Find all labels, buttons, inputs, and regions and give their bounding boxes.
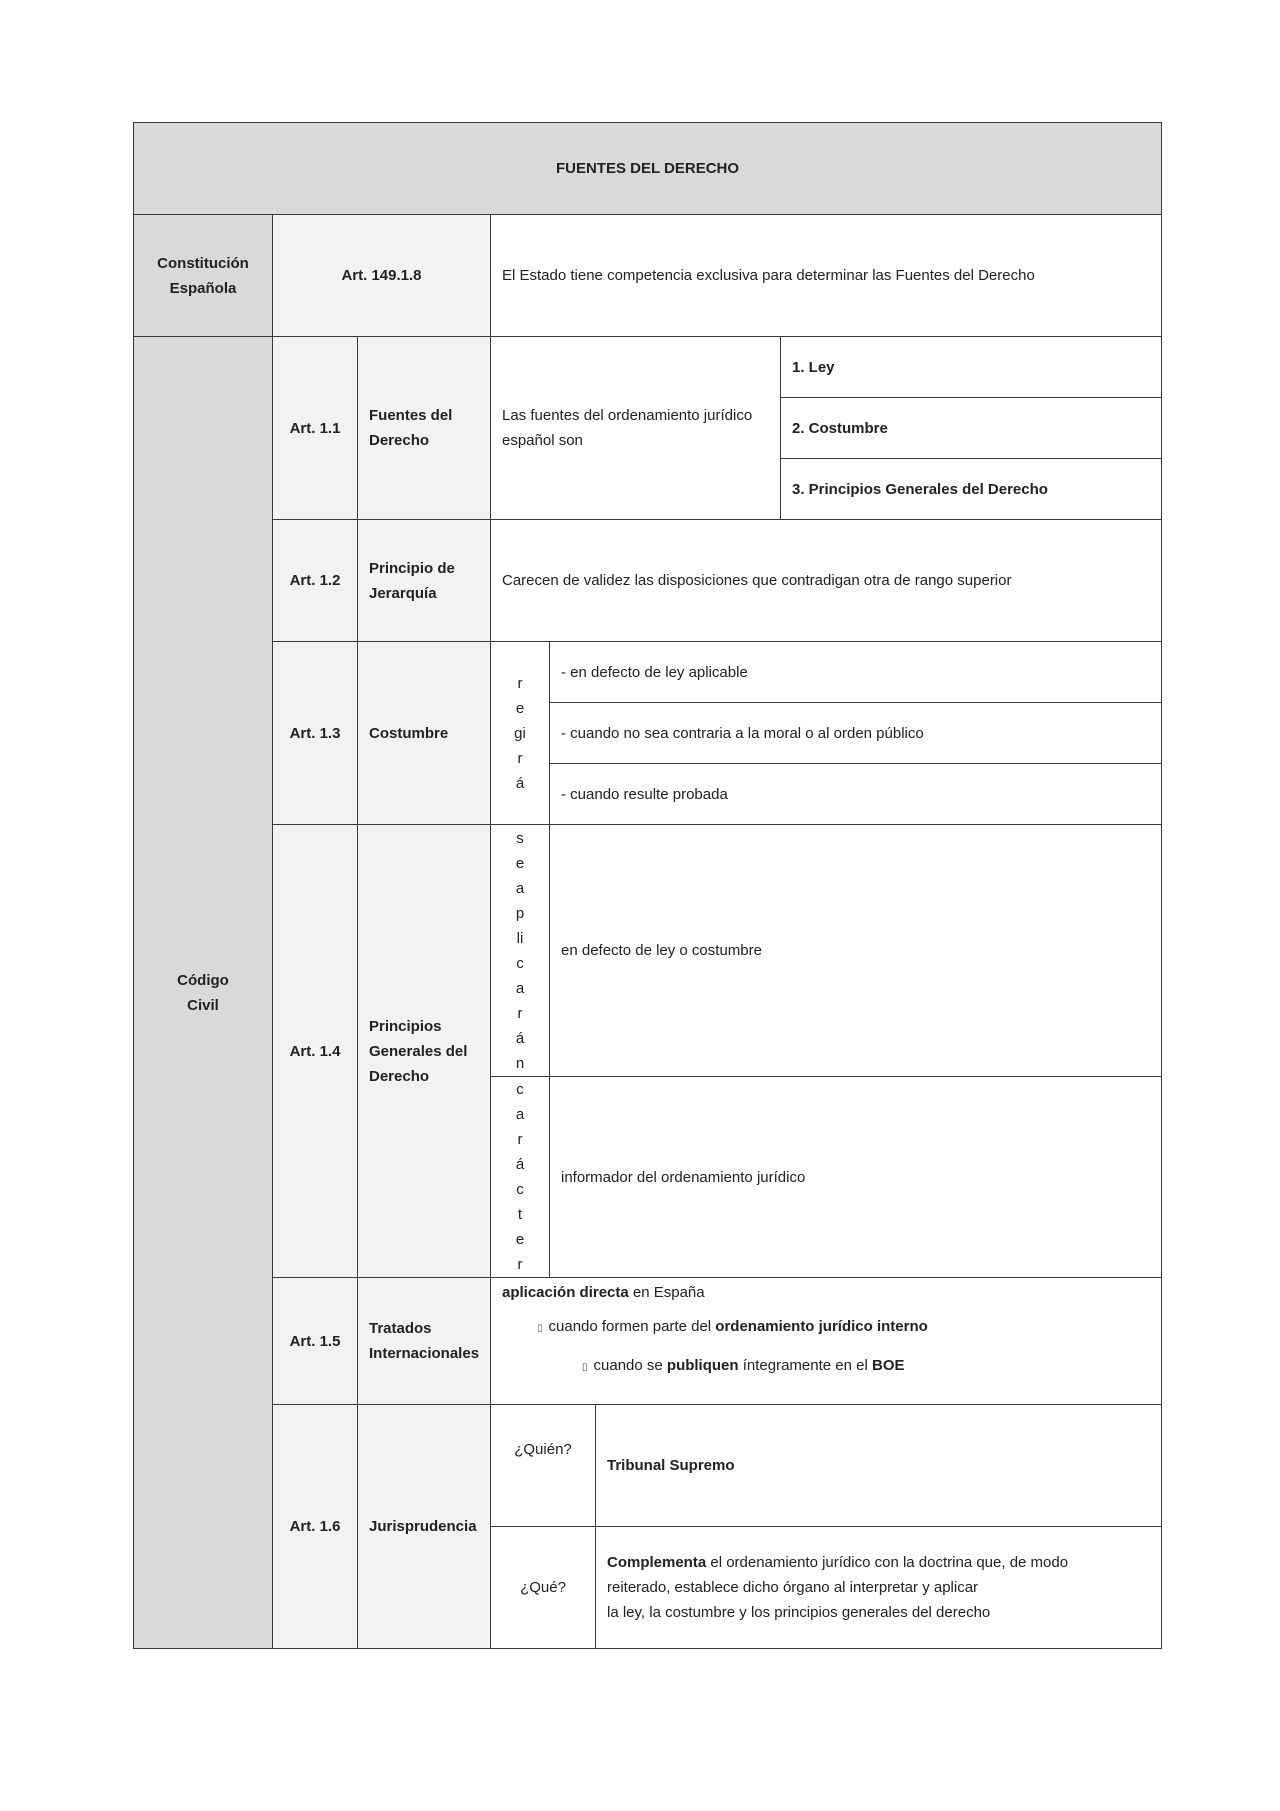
vertical-char: e — [515, 699, 525, 717]
constitucion-text: El Estado tiene competencia exclusiva para determinar las Fuentes del Derecho — [491, 215, 1162, 337]
answer-que-bold: Complementa — [607, 1554, 707, 1571]
fuente-ley: 1. Ley — [781, 337, 1162, 398]
art-1-1: Art. 1.1 — [273, 337, 358, 520]
fuente-costumbre: 2. Costumbre — [781, 398, 1162, 459]
vertical-char: a — [515, 1106, 525, 1123]
tratados-line-2 — [502, 1308, 1150, 1347]
tratados-line-3 — [502, 1347, 1150, 1386]
vertical-char: a — [515, 879, 525, 897]
art-1-2: Art. 1.2 — [273, 520, 358, 642]
costumbre-item-1: - en defecto de ley aplicable — [550, 642, 1162, 703]
vertical-char: a — [515, 979, 525, 997]
tratados-bold-1: aplicación directa — [502, 1284, 629, 1301]
question-que: ¿Qué? — [491, 1527, 596, 1649]
tratados-mid-3: íntegramente en el — [738, 1357, 872, 1374]
topic-costumbre: Costumbre — [358, 642, 491, 825]
fuente-principios: 3. Principios Generales del Derecho — [781, 459, 1162, 520]
answer-que-line-1 — [607, 1550, 1150, 1575]
vertical-char: r — [517, 749, 523, 767]
vertical-char: p — [515, 904, 525, 922]
art-1-6: Art. 1.6 — [273, 1405, 358, 1649]
bullet-icon: ▯ — [537, 1323, 543, 1334]
art-1-5: Art. 1.5 — [273, 1278, 358, 1405]
costumbre-item-3: - cuando resulte probada — [550, 764, 1162, 825]
topic-fuentes: Fuentes del Derecho — [358, 337, 491, 520]
art-1-3: Art. 1.3 — [273, 642, 358, 825]
section-constitucion: Constitución Española — [134, 215, 273, 337]
vertical-char: á — [515, 1029, 525, 1047]
vertical-char: c — [516, 1081, 524, 1098]
topic-tratados: Tratados Internacionales — [358, 1278, 491, 1405]
jerarquia-text: Carecen de validez las disposiciones que contradigan otra de rango superior — [491, 520, 1162, 642]
topic-principios: Principios Generales del Derecho — [358, 825, 491, 1278]
vertical-char: n — [515, 1054, 525, 1072]
vertical-char: li — [516, 929, 524, 947]
answer-quien: Tribunal Supremo — [596, 1405, 1162, 1527]
question-quien: ¿Quién? — [491, 1405, 596, 1527]
answer-que — [596, 1527, 1162, 1649]
vertical-se-aplicaran — [491, 825, 550, 1077]
vertical-char: t — [517, 1206, 523, 1223]
vertical-char: r — [517, 674, 523, 692]
tratados-pre-2: cuando formen parte del — [548, 1318, 716, 1335]
vertical-char: c — [516, 954, 524, 972]
section-codigo-civil — [134, 337, 273, 1649]
vertical-char: c — [516, 1181, 524, 1198]
vertical-char: r — [517, 1131, 523, 1148]
tratados-rest-1: en España — [628, 1284, 705, 1301]
answer-que-line-3: la ley, la costumbre y los principios generales del derecho — [607, 1604, 991, 1621]
tratados-bold-3b: BOE — [871, 1357, 905, 1374]
codigo-civil-label: Código Civil — [177, 971, 229, 1014]
costumbre-item-2: - cuando no sea contraria a la moral o al orden público — [550, 703, 1162, 764]
principios-text-1: en defecto de ley o costumbre — [550, 825, 1162, 1077]
fuentes-text: Las fuentes del ordenamiento jurídico español son — [491, 337, 781, 520]
vertical-caracter — [491, 1077, 550, 1278]
vertical-char: s — [516, 829, 524, 847]
tratados-text — [491, 1278, 1162, 1405]
tratados-bold-3a: publiquen — [666, 1357, 739, 1374]
vertical-char: r — [517, 1256, 523, 1273]
answer-que-line-2: reiterado, establece dicho órgano al interpretar y aplicar — [607, 1579, 979, 1596]
tratados-bold-2: ordenamiento jurídico interno — [715, 1318, 928, 1335]
art-1-4: Art. 1.4 — [273, 825, 358, 1278]
topic-jerarquia: Principio de Jerarquía — [358, 520, 491, 642]
vertical-regira — [491, 642, 550, 825]
art-149-1-8: Art. 149.1.8 — [273, 215, 491, 337]
vertical-char: á — [515, 774, 525, 792]
vertical-char: r — [517, 1004, 523, 1022]
bullet-icon: ▯ — [582, 1362, 588, 1373]
tratados-pre-3: cuando se — [593, 1357, 667, 1374]
answer-que-rest-1: el ordenamiento jurídico con la doctrina que, de modo — [706, 1554, 1069, 1571]
vertical-char: gi — [514, 724, 526, 742]
sources-of-law-table — [133, 122, 1162, 1649]
vertical-char: á — [515, 1156, 525, 1173]
vertical-char: e — [515, 1231, 525, 1248]
vertical-char: e — [515, 854, 525, 872]
tratados-line-1 — [502, 1278, 1150, 1308]
topic-jurisprudencia: Jurisprudencia — [358, 1405, 491, 1649]
principios-text-2: informador del ordenamiento jurídico — [550, 1077, 1162, 1278]
table-title: FUENTES DEL DERECHO — [134, 123, 1162, 215]
